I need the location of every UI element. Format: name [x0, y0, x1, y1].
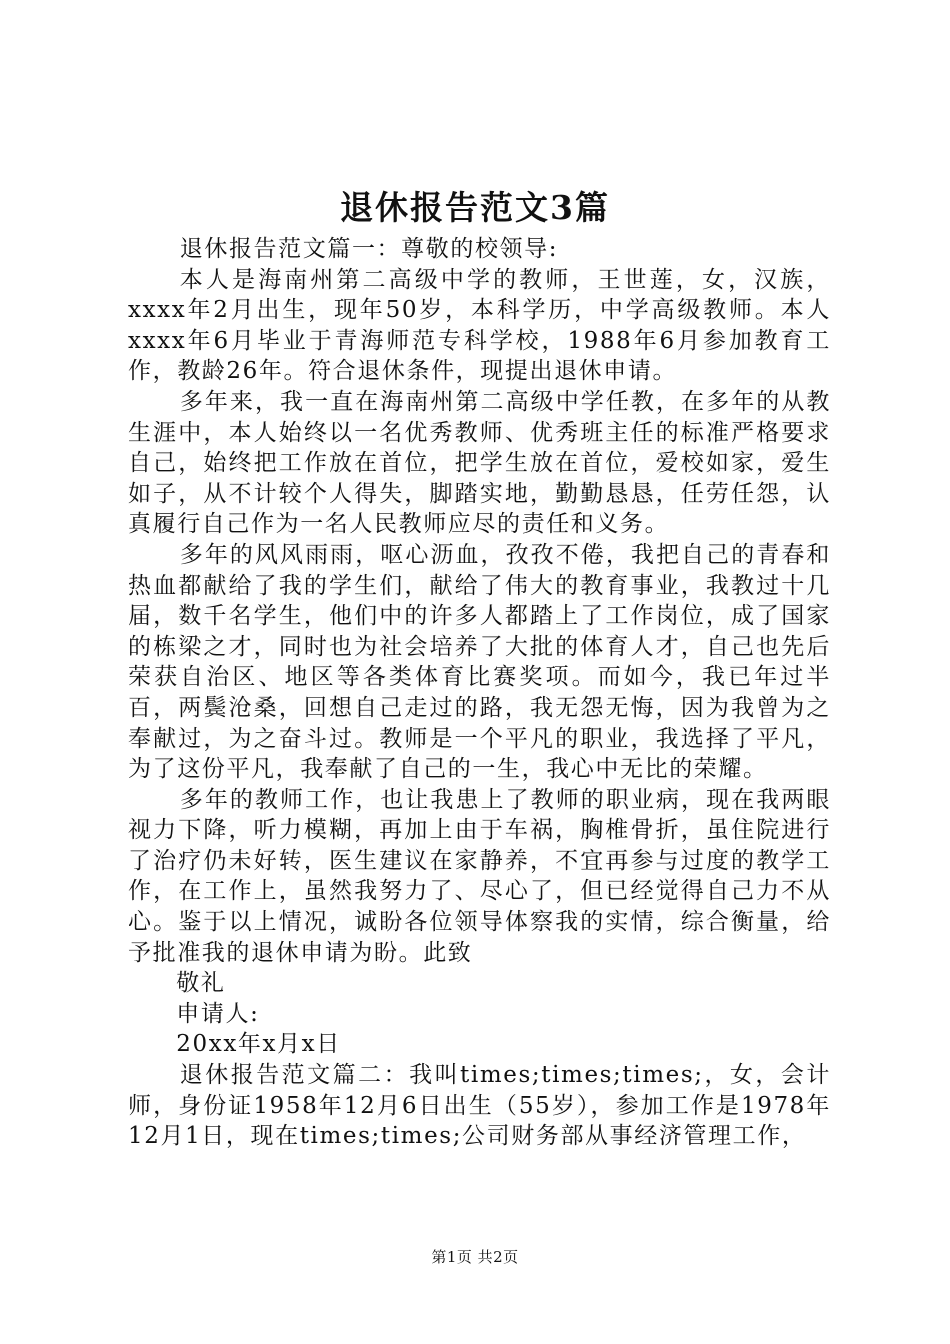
document-body [128, 234, 831, 1152]
document-title: 退休报告范文3篇 [340, 188, 610, 227]
paragraph-career: 多年来，我一直在海南州第二高级中学任教，在多年的从教生涯中，本人始终以一名优秀教师、优秀班主任的标准严格要求自己，始终把工作放在首位，把学生放在首位，爱校如家，爱生如子，从不计较个人得失，脚踏实地，勤勤恳恳，任劳任怨，认真履行自己作为一名人民教师应尽的责任和义务。 [128, 388, 831, 538]
paragraph-health-request: 多年的教师工作，也让我患上了教师的职业病，现在我两眼视力下降，听力模糊，再加上由于车祸，胸椎骨折，虽住院进行了治疗仍未好转，医生建议在家静养，不宜再参与过度的教学工作，在工作上，虽然我努力了、尽心了，但已经觉得自己力不从心。鉴于以上情况，诚盼各位领导体察我的实情，综合衡量，给予批准我的退休申请为盼。此致 [128, 786, 831, 966]
paragraph-greeting: 退休报告范文篇一：尊敬的校领导: [179, 236, 559, 262]
page-number-footer: 第1页 共2页 [431, 1248, 519, 1266]
paragraph-introduction: 本人是海南州第二高级中学的教师，王世莲，女，汉族，xxxx年2月出生，现年50岁，本科学历，中学高级教师。本人xxxx年6月毕业于青海师范专科学校，1988年6月参加教育工作，教龄26年。符合退休条件，现提出退休申请。 [128, 266, 831, 385]
paragraph-dedication: 多年的风风雨雨，呕心沥血，孜孜不倦，我把自己的青春和热血都献给了我的学生们，献给了伟大的教育事业，我教过十几届，数千名学生，他们中的许多人都踏上了工作岗位，成了国家的栋梁之才，同时也为社会培养了大批的体育人才，自己也先后荣获自治区、地区等各类体育比赛奖项。而如今，我已年过半百，两鬓沧桑，回想自己走过的路，我无怨无悔，因为我曾为之奉献过，为之奋斗过。教师是一个平凡的职业，我选择了平凡，为了这份平凡，我奉献了自己的一生，我心中无比的荣耀。 [128, 541, 831, 783]
paragraph-second-sample: 退休报告范文篇二：我叫times;times;times;，女，会计师，身份证1958年12月6日出生（55岁），参加工作是1978年12月1日，现在times;times;公司财务部从事经济管理工作， [128, 1062, 831, 1150]
signature-applicant: 申请人: [176, 1000, 260, 1027]
closing-salute: 敬礼 [176, 970, 226, 997]
signature-date: 20xx年x月x日 [176, 1031, 341, 1058]
